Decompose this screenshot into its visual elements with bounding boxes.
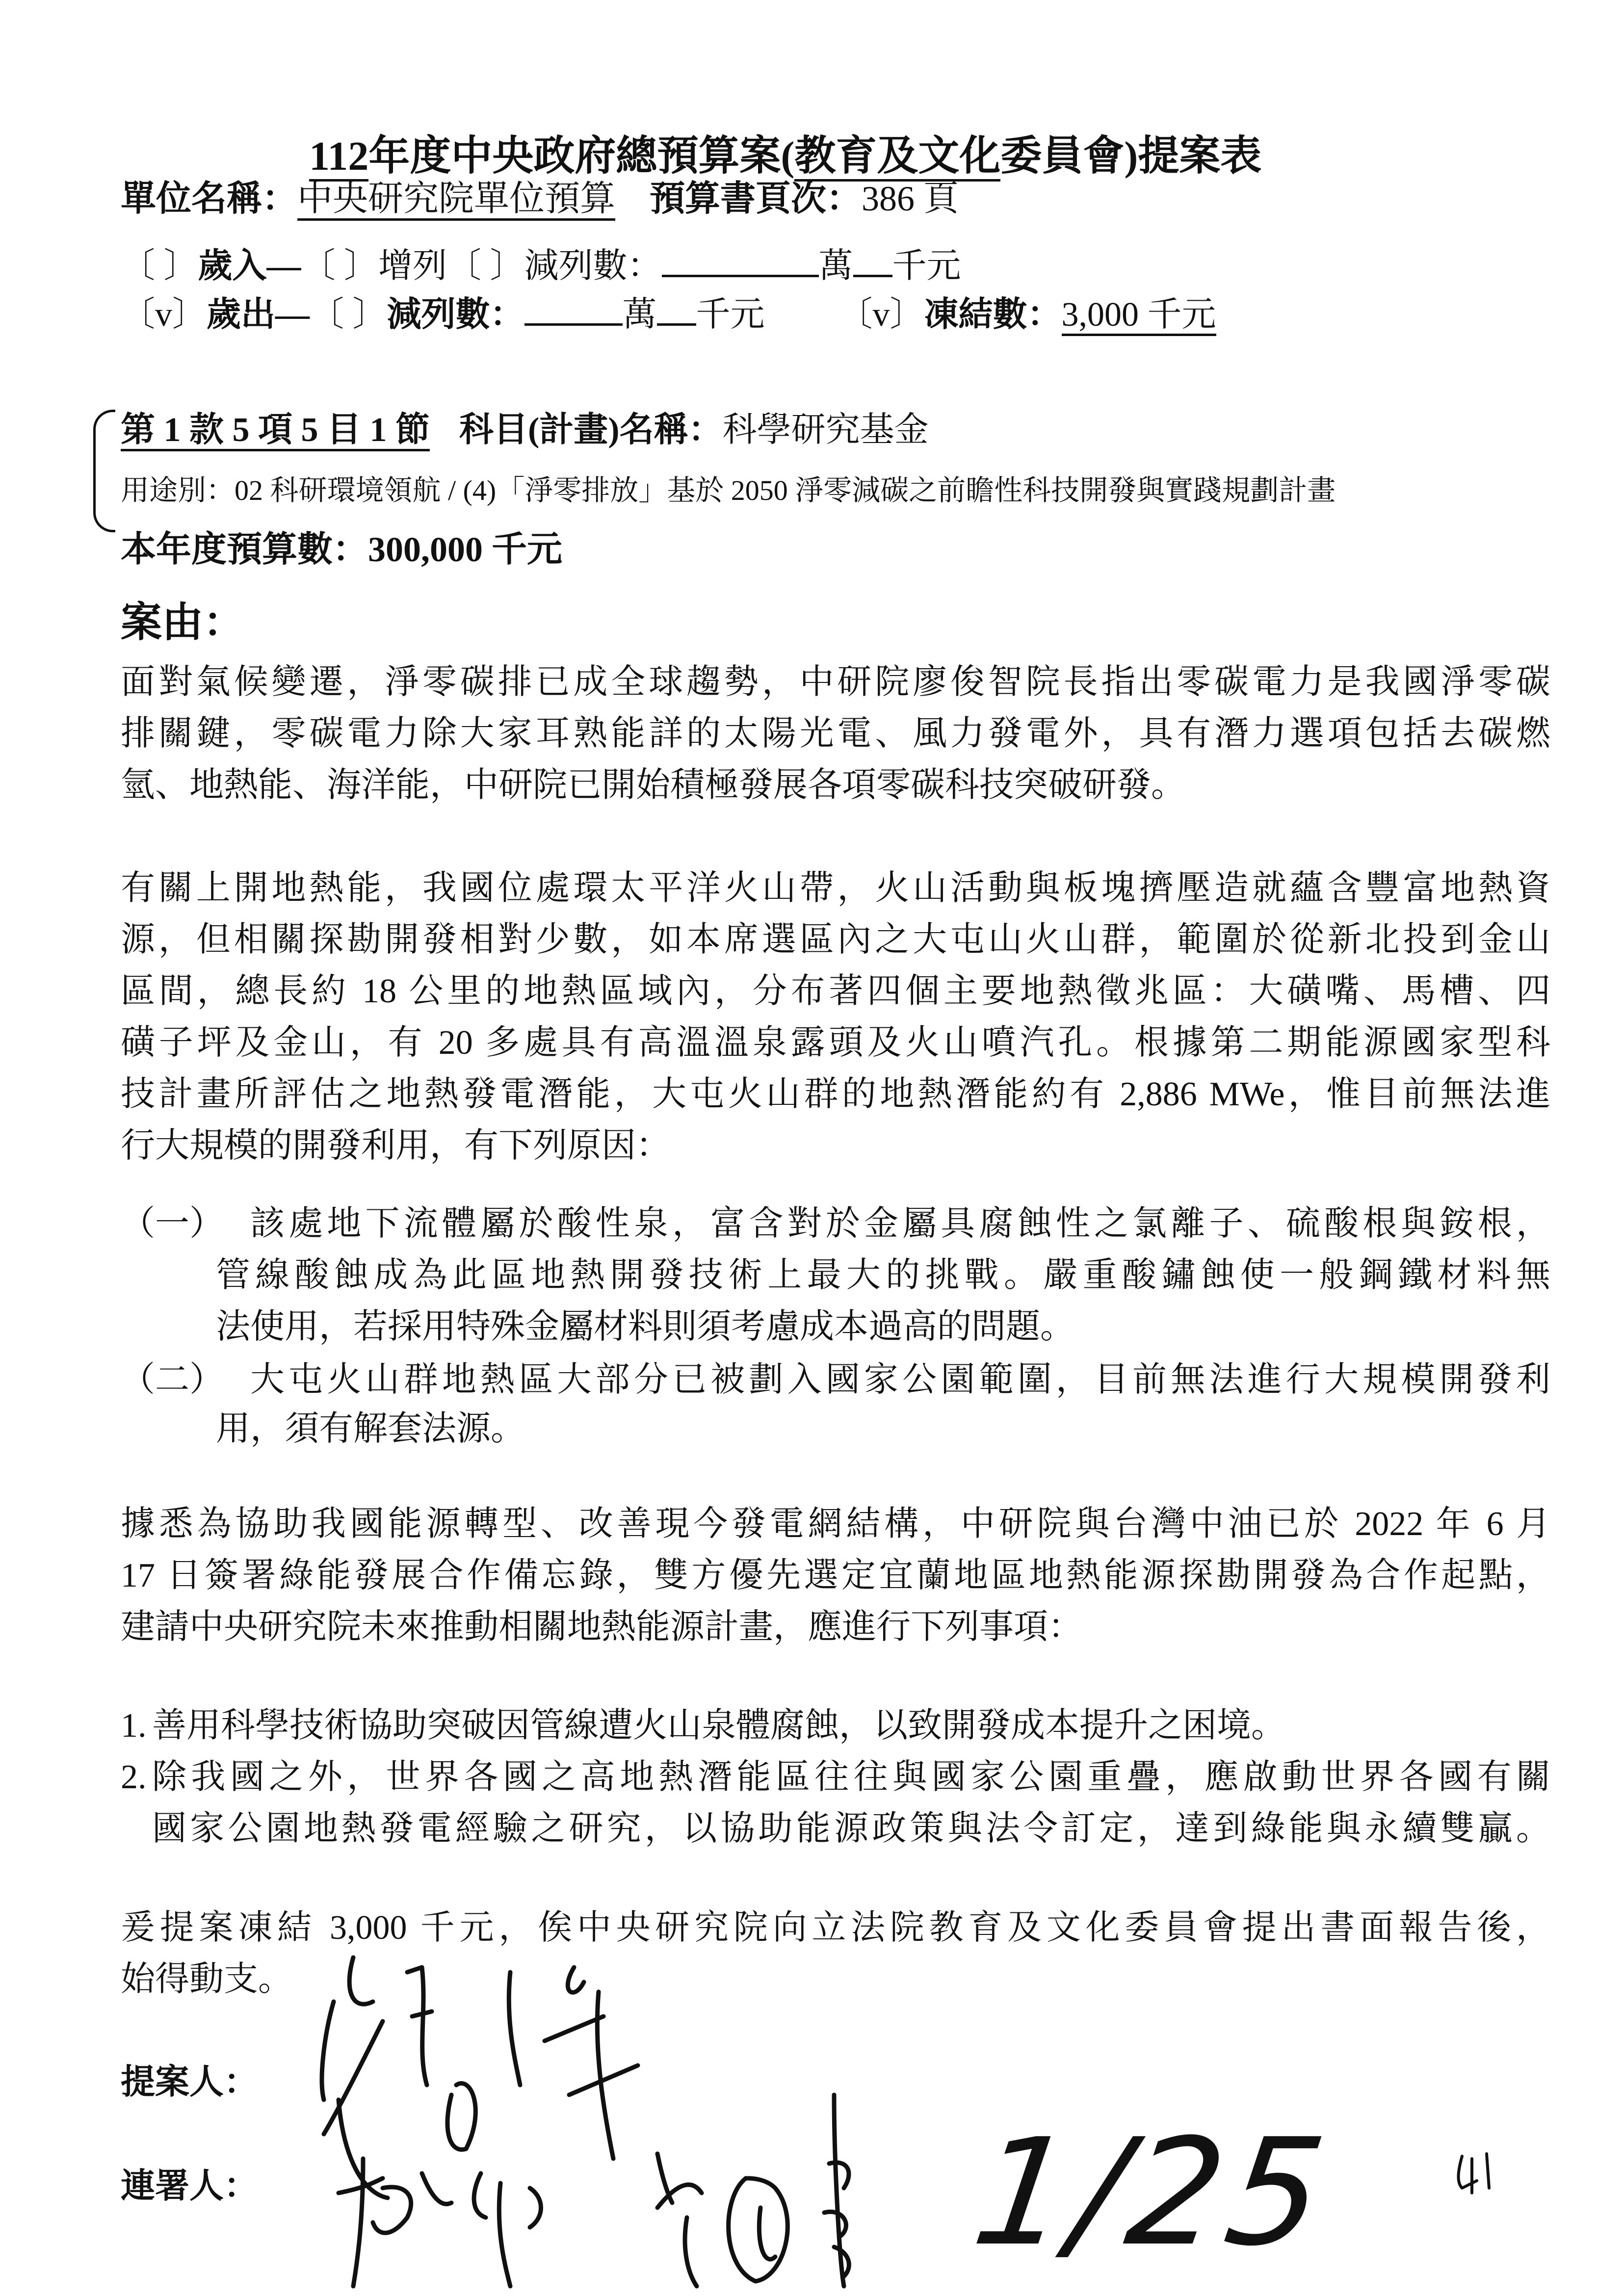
qian-unit: 千元 (696, 296, 765, 334)
item-marker: 2. (121, 1758, 147, 1796)
item-line: 善用科學技術協助突破因管線遭火山泉體腐蝕，以致開發成本提升之困境。 (152, 1707, 1285, 1745)
usage-row: 用途別：02 科研環境領航 / (4)「淨零排放」基於 2050 淨零減碳之前瞻性科技開發與實踐規劃計畫 (121, 474, 1336, 506)
para1-line: 面對氣候變遷，淨零碳排已成全球趨勢，中研院廖俊智院長指出零碳電力是我國淨零碳 (121, 663, 1550, 701)
title-committee: 教育及文化 (794, 133, 1000, 182)
para2-line: 磺子坪及金山，有 20 多處具有高溫溫泉露頭及火山噴汽孔。根據第二期能源國家型科 (121, 1024, 1550, 1062)
para2-line: 區間，總長約 18 公里的地熱區域內，分布著四個主要地熱徵兆區：大磺嘴、馬槽、四 (121, 972, 1550, 1010)
decrease-checkbox: 〔 〕 (310, 296, 387, 334)
unit-value: 中央研究院單位預算 (297, 179, 615, 221)
title-year: 112 (309, 133, 368, 182)
page-value: 386 頁 (862, 179, 959, 218)
reason-line: 大屯火山群地熱區大部分已被劃入國家公園範圍，目前無法進行大規模開發利 (250, 1361, 1550, 1399)
conclusion-line: 爰提案凍結 3,000 千元，俟中央研究院向立法院教育及文化委員會提出書面報告後， (121, 1909, 1550, 1947)
decrease-label: 減列數： (524, 247, 662, 285)
reason-heading: 案由： (121, 600, 245, 646)
para2-line: 技計畫所評估之地熱發電潛能，大屯火山群的地熱潛能約有 2,886 MWe，惟目前無法進 (121, 1075, 1550, 1113)
freeze-value: 3,000 千元 (1062, 296, 1216, 336)
proposer-label: 提案人： (121, 2063, 258, 2101)
wan-unit: 萬 (818, 247, 853, 285)
expenditure-checkbox: 〔v〕 (121, 296, 207, 334)
item-line: 國家公園地熱發電經驗之研究，以協助能源政策與法令訂定，達到綠能與永續雙贏。 (152, 1810, 1550, 1848)
freeze-label: 凍結數： (924, 296, 1062, 334)
item-marker: 1. (121, 1707, 147, 1745)
unit-label: 單位名稱： (121, 179, 298, 218)
title-text: 年度中央政府總預算案( (368, 133, 795, 179)
page-label: 預算書頁次： (650, 179, 862, 218)
para2-line: 行大規模的開發利用，有下列原因： (121, 1127, 670, 1165)
page-number-handwritten (1459, 2154, 1490, 2193)
budget-row: 本年度預算數：300,000 千元 (121, 530, 563, 569)
cosigner-label: 連署人： (121, 2167, 258, 2205)
item-line: 除我國之外，世界各國之高地熱潛能區往往與國家公園重疊，應啟動世界各國有關 (152, 1758, 1550, 1796)
decrease-label: 減列數： (387, 296, 524, 334)
para3-line: 據悉為協助我國能源轉型、改善現今發電網結構，中研院與台灣中油已於 2022 年 6 月 (121, 1505, 1550, 1543)
para2-line: 源，但相關探勘開發相對少數，如本席選區內之大屯山火山群，範圍於從新北投到金山 (121, 921, 1550, 959)
increase-label: 增列 (378, 247, 447, 285)
expenditure-label: 歲出— (207, 296, 310, 334)
revenue-label: 歲入— (198, 247, 301, 285)
section-code: 第 1 款 5 項 5 目 1 節 (121, 411, 430, 451)
section-name-value: 科學研究基金 (722, 411, 929, 449)
signature-date: 1/25 (964, 2107, 1339, 2278)
para1-line: 排關鍵，零碳電力除大家耳熟能詳的太陽光電、風力發電外，具有潛力選項包括去碳燃 (121, 715, 1550, 753)
proposer-signature (322, 1957, 638, 2198)
title-text-end: 委員會)提案表 (1000, 133, 1262, 179)
conclusion-line: 始得動支。 (121, 1960, 292, 1998)
para3-line: 17 日簽署綠能發展合作備忘錄，雙方優先選定宜蘭地區地熱能源探勘開發為合作起點， (121, 1557, 1550, 1594)
qian-unit: 千元 (892, 247, 961, 285)
section-name-label: 科目(計畫)名稱： (459, 411, 723, 449)
freeze-checkbox: 〔v〕 (838, 296, 924, 334)
reason-line: 管線酸蝕成為此區地熱開發技術上最大的挑戰。嚴重酸鏽蝕使一般鋼鐵材料無 (216, 1256, 1550, 1294)
cosigner-signature (339, 2159, 541, 2286)
para2-line: 有關上開地熱能，我國位處環太平洋火山帶，火山活動與板塊擠壓造就蘊含豐富地熱資 (121, 869, 1550, 907)
reason-line: 用，須有解套法源。 (216, 1410, 525, 1448)
cosigner-signature (657, 2095, 849, 2286)
para1-line: 氫、地熱能、海洋能，中研院已開始積極發展各項零碳科技突破研發。 (121, 766, 1185, 804)
wan-unit: 萬 (622, 296, 657, 334)
reason-marker: （二） (121, 1361, 224, 1399)
decrease-checkbox: 〔 〕 (447, 247, 524, 285)
para3-line: 建請中央研究院未來推動相關地熱能源計畫，應進行下列事項： (121, 1608, 1082, 1646)
increase-checkbox: 〔 〕 (301, 247, 378, 285)
revenue-checkbox: 〔 〕 (121, 247, 198, 285)
reason-line: 該處地下流體屬於酸性泉，富含對於金屬具腐蝕性之氯離子、硫酸根與銨根， (250, 1205, 1550, 1243)
reason-line: 法使用，若採用特殊金屬材料則須考慮成本過高的問題。 (216, 1308, 1074, 1346)
reason-marker: （一） (121, 1205, 224, 1243)
